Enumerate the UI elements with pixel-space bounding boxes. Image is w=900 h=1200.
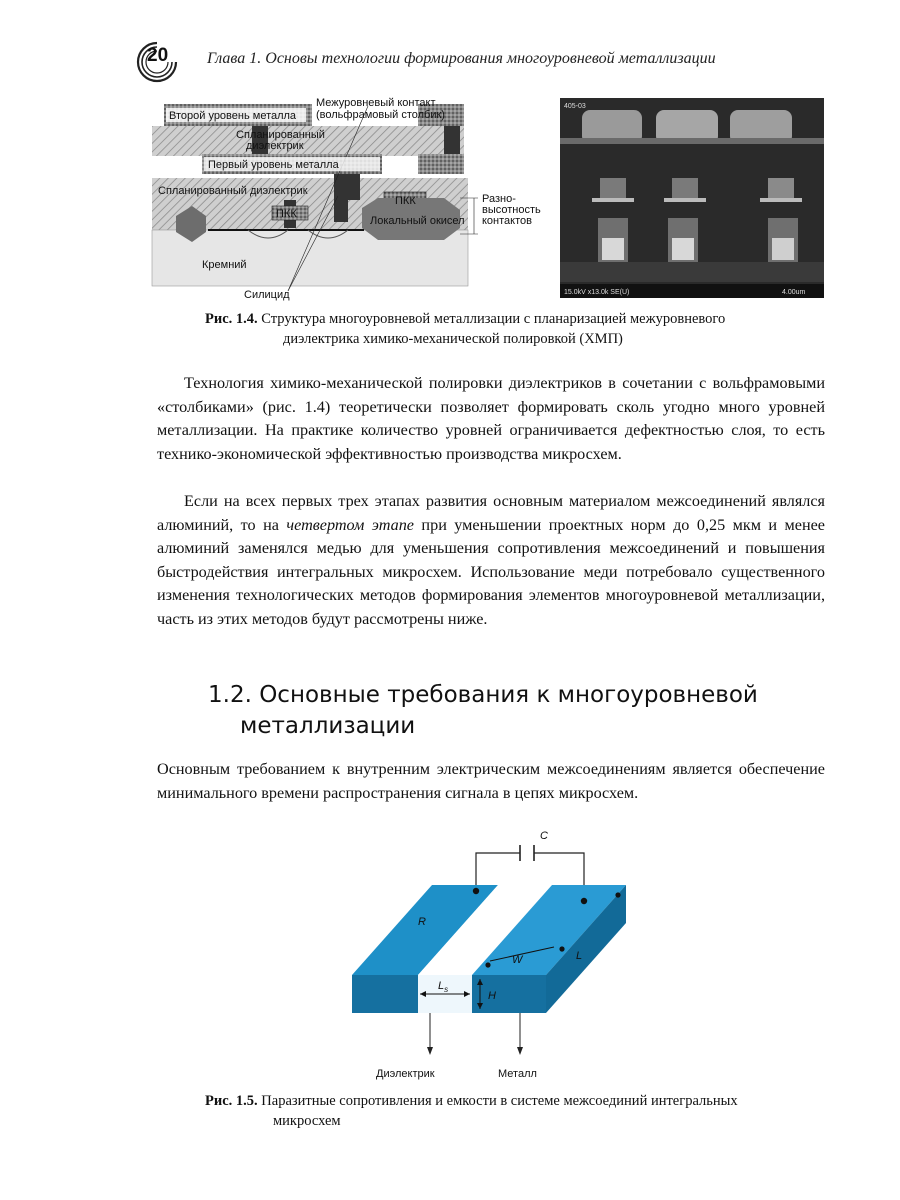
label-ls: $L_s$ <box>438 980 449 994</box>
figure-1-5-caption-label: Рис. 1.5. <box>205 1093 258 1109</box>
section-heading-line1: 1.2. Основные требования к многоуровневой <box>208 682 758 708</box>
label-silicon: Кремний <box>202 259 247 271</box>
label-h: H <box>488 990 496 1002</box>
label-height-diff-1: Разно- <box>482 193 516 205</box>
label-height-diff-2: высотность <box>482 204 541 216</box>
paragraph-2-text-a: Если на всех первых трех этапах развития основным материалом межсоединений являлся алюминий, то на <box>157 492 825 534</box>
label-silicide: Силицид <box>244 289 290 301</box>
label-l: L <box>576 950 583 962</box>
figure-1-5-caption-line2: микросхем <box>273 1113 341 1129</box>
label-planarized2: Спланированный диэлектрик <box>158 185 308 197</box>
label-metal: Металл <box>498 1068 537 1080</box>
label-c: C <box>540 830 548 842</box>
running-title: Глава 1. Основы технологии формирования многоуровневой металлизации <box>207 50 716 67</box>
figure-1-4-schematic <box>148 96 542 302</box>
paragraph-2 <box>157 490 825 631</box>
label-local-oxide: Локальный окисел <box>370 215 465 227</box>
label-second-metal: Второй уровень металла <box>169 110 297 122</box>
sem-scale: 4.00um <box>782 289 806 296</box>
section-heading <box>208 680 758 742</box>
figure-1-5-diagram <box>340 825 640 1085</box>
label-pkk-1: ПКК <box>276 208 297 220</box>
label-r: R <box>418 916 426 928</box>
paragraph-2-text-b: при уменьшении проектных норм до 0,25 мкм и менее алюминий заменялся медью для уменьшения сопротивления межсоединений и повышения быстродействия интегральных микросхем. Использование меди потребовало существенного изменения технологических методов формирования элементов многоуровневой металлизации, часть из этих методов будут рассмотрены ниже. <box>157 515 825 628</box>
label-via-line1: Межуровневый контакт <box>316 97 436 109</box>
paragraph-1: Технология химико-механической полировки диэлектриков в сочетании с вольфрамовыми «столбиками» (рис. 1.4) теоретически позволяет формировать сколь угодно много уровней металлизации. На практике количество уровней ограничивается дефектностью слоя, то есть технико-экономической эффективностью производства микросхем. <box>157 374 825 463</box>
figure-1-4-caption <box>205 309 830 349</box>
section-heading-line2: металлизации <box>240 713 416 739</box>
label-first-metal: Первый уровень металла <box>208 159 339 171</box>
label-planarized1-line1: Спланированный <box>236 129 325 141</box>
figure-1-5-caption <box>205 1091 830 1131</box>
figure-1-5-caption-line1: Паразитные сопротивления и емкости в системе межсоединий интегральных <box>261 1093 738 1109</box>
label-dielectric: Диэлектрик <box>376 1068 435 1080</box>
figure-1-4-sem-image <box>560 98 824 298</box>
sem-bottom-left: 15.0kV x13.0k SE(U) <box>564 289 630 296</box>
figure-1-4-caption-line1: Структура многоуровневой металлизации с планаризацией межуровневого <box>261 311 726 327</box>
paragraph-3: Основным требованием к внутренним электрическим межсоединениям является обеспечение минимального времени распространения сигнала в цепях микросхем. <box>157 760 825 802</box>
page-number: 20 <box>147 45 169 66</box>
label-planarized1-line2: диэлектрик <box>246 140 304 152</box>
figure-1-4-caption-line2: диэлектрика химико-механической полировкой (ХМП) <box>283 331 623 347</box>
figure-1-4-caption-label: Рис. 1.4. <box>205 311 258 327</box>
label-w: W <box>512 954 523 966</box>
paragraph-2-emphasis: четвертом этапе <box>286 515 414 534</box>
sem-top-label: 405-03 <box>564 103 586 110</box>
label-height-diff-3: контактов <box>482 215 532 227</box>
label-pkk-2: ПКК <box>395 195 416 207</box>
page-number-badge <box>135 40 179 84</box>
label-via-line2: (вольфрамовый столбик) <box>316 109 445 121</box>
